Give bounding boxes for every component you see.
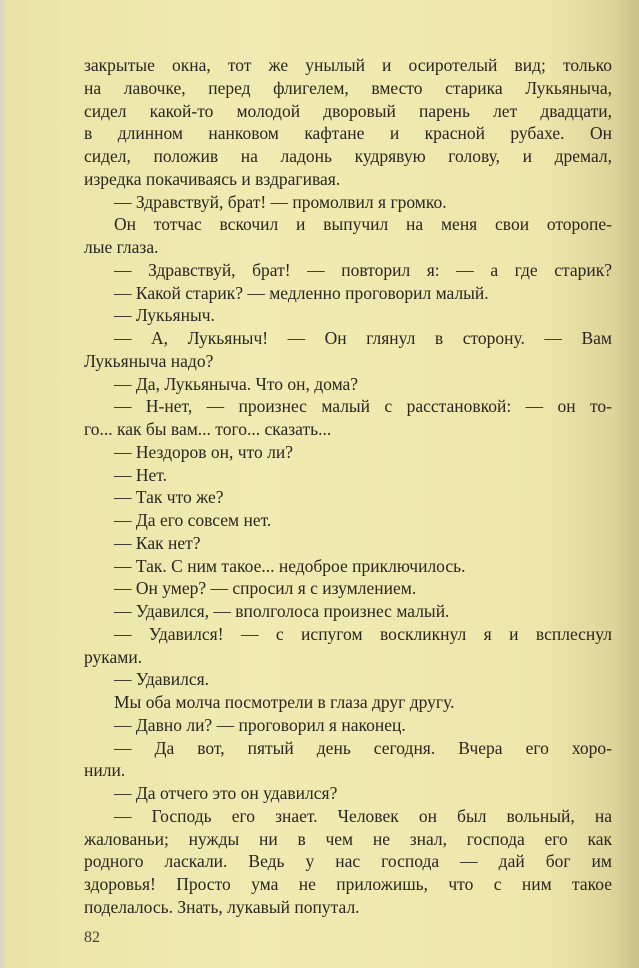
text-line: — Он умер? — спросил я с изумлением. <box>114 578 417 599</box>
text-line: — Да вот, пятый день сегодня. Вчера его хоро- <box>114 737 612 758</box>
text-line: на лавочке, перед флигелем, вместо старика Лукьяныча, <box>84 77 612 98</box>
page-edge <box>0 0 8 968</box>
text-line: — Н-нет, — произнес малый с расстановкой: — он то- <box>114 396 612 417</box>
text-line: нили. <box>84 760 126 781</box>
page-number: 82 <box>84 928 100 946</box>
text-line: — Да его совсем нет. <box>114 510 272 530</box>
text-line: — Как нет? <box>114 532 201 553</box>
text-line: сидел какой-то молодой дворовый парень лет двадцати, <box>84 100 612 121</box>
text-line: поделалось. Знать, лукавый попутал. <box>84 896 360 917</box>
text-line: — Нездоров он, что ли? <box>114 441 293 462</box>
page-body-text <box>84 54 612 919</box>
text-line: лые глаза. <box>84 237 159 257</box>
text-line: в длинном нанковом кафтане и красной рубахе. Он <box>84 123 612 144</box>
text-line: — Господь его знает. Человек он был вольный, на <box>114 805 612 826</box>
text-line: — Удавился! — с испугом воскликнул я и всплеснул <box>114 623 612 644</box>
text-line: — Удавился, — вполголоса произнес малый. <box>114 601 450 621</box>
text-line: закрытые окна, тот же унылый и осиротелый вид; только <box>84 55 612 75</box>
text-line: — Здравствуй, брат! — промолвил я громко. <box>114 191 447 212</box>
text-line: — Так. С ним такое... недоброе приключилось. <box>114 555 466 576</box>
text-line: — Так что же? <box>114 487 224 508</box>
text-line: родного ласкали. Ведь у нас господа — дай бог им <box>84 851 612 872</box>
text-line: — Удавился. <box>114 669 210 690</box>
text-line: руками. <box>84 646 143 667</box>
text-line: Лукьяныча надо? <box>84 350 214 371</box>
text-line: го... как бы вам... того... сказать... <box>84 419 332 439</box>
text-line: сидел, положив на ладонь кудрявую голову, и дремал, <box>84 146 612 166</box>
text-line: — Здравствуй, брат! — повторил я: — а где старик? <box>114 259 612 280</box>
text-line: — Да отчего это он удавился? <box>114 783 338 803</box>
text-line: — Нет. <box>114 464 167 485</box>
text-line: жалованьи; нужды ни в чем не знал, господа его как <box>84 828 612 849</box>
text-line: — А, Лукьяныч! — Он глянул в сторону. — Вам <box>114 328 612 348</box>
text-line: изредка покачиваясь и вздрагивая. <box>84 168 341 189</box>
text-line: Мы оба молча посмотрели в глаза друг другу. <box>114 692 455 712</box>
text-line: — Лукьяныч. <box>114 305 215 326</box>
text-line: Он тотчас вскочил и выпучил на меня свои оторопе- <box>114 214 612 235</box>
text-line: — Да, Лукьяныча. Что он, дома? <box>114 373 359 394</box>
text-line: — Давно ли? — проговорил я наконец. <box>114 714 406 735</box>
text-line: — Какой старик? — медленно проговорил малый. <box>114 282 489 303</box>
text-line: здоровья! Просто ума не приложишь, что с ним такое <box>84 874 612 894</box>
